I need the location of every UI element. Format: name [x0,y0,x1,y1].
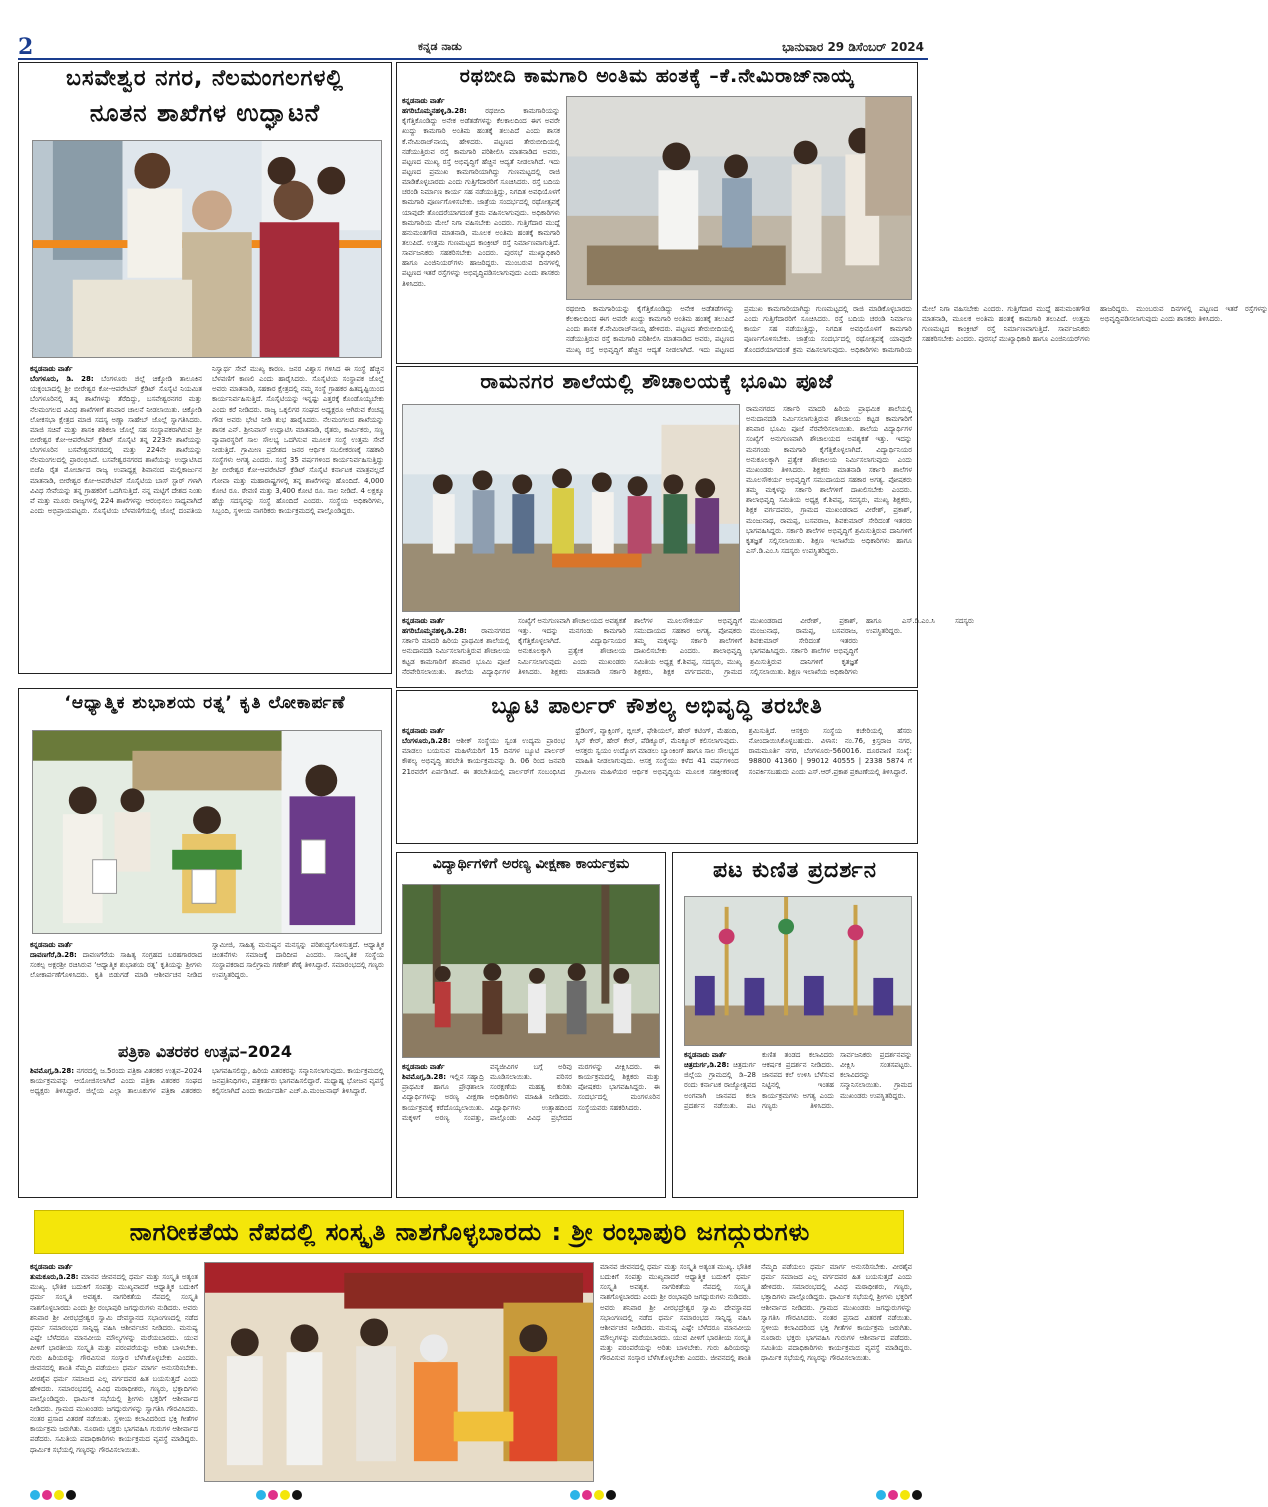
byline-book: ಕನ್ನಡನಾಡು ವಾರ್ತೆ [30,941,73,949]
headline-book: ‘ಆಧ್ಯಾತ್ಮಿಕ ಶುಭಾಶಯ ರತ್ನ’ ಕೃತಿ ಲೋಕಾರ್ಪಣೆ [64,693,346,713]
text-school: ರಾಮನಗರದ ಸರ್ಕಾರಿ ಮಾದರಿ ಹಿರಿಯ ಪ್ರಾಥಮಿಕ ಶಾಲೆಯಲ್ಲಿ ಅನುದಾನದಡಿ ನಿರ್ಮಿಸಲಾಗುತ್ತಿರುವ ಶೌಚಾಲಯ ಕಟ್ಟಡ ಕಾಮಗಾರಿಗೆ ಶನಿವಾರ ಭೂಮಿ ಪೂಜೆ ನೆರವೇರಿಸಲಾಯಿತು. ಶಾಲೆಯ ವಿದ್ಯಾರ್ಥಿಗಳ ಸಂಖ್ಯೆಗೆ ಅನುಗುಣವಾಗಿ ಶೌಚಾಲಯದ ಅವಶ್ಯಕತೆ ಇತ್ತು. ಇದನ್ನು ಮನಗಂಡು ಕಾಮಗಾರಿ ಕೈಗೆತ್ತಿಕೊಳ್ಳಲಾಗಿದೆ. ವಿದ್ಯಾರ್ಥಿನಿಯರ ಅನುಕೂಲಕ್ಕಾಗಿ ಪ್ರತ್ಯೇಕ ಶೌಚಾಲಯ ನಿರ್ಮಿಸಲಾಗುವುದು ಎಂದು ಮುಖಂಡರು ತಿಳಿಸಿದರು. ಶಿಕ್ಷಕರು ಮಾತನಾಡಿ ಸರ್ಕಾರಿ ಶಾಲೆಗಳ ಮೂಲಸೌಕರ್ಯ ಅಭಿವೃದ್ಧಿಗೆ ಸಮುದಾಯದ ಸಹಕಾರ ಅಗತ್ಯ. ಪೋಷಕರು ತಮ್ಮ ಮಕ್ಕಳನ್ನು ಸರ್ಕಾರಿ ಶಾಲೆಗಳಿಗೆ ದಾಖಲಿಸಬೇಕು ಎಂದರು. ಶಾಲಾಭಿವೃದ್ಧಿ ಸಮಿತಿಯ ಅಧ್ಯಕ್ಷ ಕೆ.ಶಿವಪ್ಪ, ಸದಸ್ಯರು, ಮುಖ್ಯ ಶಿಕ್ಷಕರು, ಶಿಕ್ಷಕ ವರ್ಗದವರು, ಗ್ರಾಮದ ಮುಖಂಡರಾದ ವೀರೇಶ್, ಪ್ರಕಾಶ್, ಮಂಜುನಾಥ, ರಾಮಪ್ಪ, ಬಸವರಾಜ, ಶಿವಕುಮಾರ್ ಸೇರಿದಂತೆ ಇತರರು ಭಾಗವಹಿಸಿದ್ದರು. ಸರ್ಕಾರಿ ಶಾಲೆಗಳ ಅಭಿವೃದ್ಧಿಗೆ ಶ್ರಮಿಸುತ್ತಿರುವ ದಾನಿಗಳಿಗೆ ಕೃತಜ್ಞತೆ ಸಲ್ಲಿಸಲಾಯಿತು. ಶಿಕ್ಷಣ ಇಲಾಖೆಯ ಅಧಿಕಾರಿಗಳು ಹಾಗೂ ಎಸ್.ಡಿ.ಎಂ.ಸಿ ಸದಸ್ಯರು ಉಪಸ್ಥಿತರಿದ್ದರು. [402,617,974,676]
text-pata: ಚಿತ್ರದುರ್ಗ ಜಿಲ್ಲೆಯ ಗ್ರಾಮದಲ್ಲಿ ಡಿ–28 ರಂದು ಕರ್ನಾಟಕ ರಾಜ್ಯೋತ್ಸವದ ಅಂಗವಾಗಿ ಜಾನಪದ ಕಲಾ ಪ್ರದರ್ಶನ ನಡೆಯಿತು. ಪಟ ಕುಣಿತ ತಂಡದ ಕಲಾವಿದರು ಆಕರ್ಷಕ ಪ್ರದರ್ಶನ ನೀಡಿದರು. ಜಾನಪದ ಕಲೆ ಉಳಿಸಿ ಬೆಳೆಸುವ ನಿಟ್ಟಿನಲ್ಲಿ ಇಂತಹ ಕಾರ್ಯಕ್ರಮಗಳು ಅಗತ್ಯ ಎಂದು ಗಣ್ಯರು ತಿಳಿಸಿದರು. ಸಾರ್ವಜನಿಕರು ಪ್ರದರ್ಶನವನ್ನು ವೀಕ್ಷಿಸಿ ಸಂತಸಪಟ್ಟರು. ಕಲಾವಿದರನ್ನು ಸನ್ಮಾನಿಸಲಾಯಿತು. ಗ್ರಾಮದ ಮುಖಂಡರು ಉಪಸ್ಥಿತರಿದ್ದರು. [684,1051,912,1110]
dateline-pata: ಚಿತ್ರದುರ್ಗ,ಡಿ.28: [684,1061,730,1070]
body-beauty [402,726,912,838]
headline-forest: ವಿದ್ಯಾರ್ಥಿಗಳಿಗೆ ಅರಣ್ಯ ವೀಕ್ಷಣಾ ಕಾರ್ಯಕ್ರಮ [432,856,630,872]
text-beauty: ಆಶೀಕ್ ಸಂಸ್ಥೆಯು ಸ್ವಂತ ಉದ್ಯಮ ಪ್ರಾರಂಭ ಮಾಡಲು ಬಯಸುವ ಮಹಿಳೆಯರಿಗೆ 15 ದಿನಗಳ ಬ್ಯೂಟಿ ಪಾರ್ಲರ್ ಕೌಶಲ್ಯ ಅಭಿವೃದ್ಧಿ ತರಬೇತಿ ಕಾರ್ಯಕ್ರಮವನ್ನು ಡಿ. 06 ರಿಂದ ಜನವರಿ 21ರವರೆಗೆ ಏರ್ಪಡಿಸಿದೆ. ಈ ತರಬೇತಿಯಲ್ಲಿ ಪಾರ್ಲರ್‌ಗೆ ಸಂಬಂಧಿಸಿದ ಥ್ರೆಡಿಂಗ್, ವ್ಯಾಕ್ಸಿಂಗ್, ಬ್ಲೀಚ್, ಫೇಶಿಯಲ್, ಹೇರ್ ಕಟಿಂಗ್, ಮೆಹಂದಿ, ಸ್ಕಿನ್ ಕೇರ್, ಹೇರ್ ಕೇರ್, ಪೆಡಿಕ್ಯೂರ್, ಮೆನಿಕ್ಯೂರ್ ಕಲಿಸಲಾಗುವುದು. ಆಸಕ್ತರು ಸ್ವಯಂ ಉದ್ಯೋಗ ಮಾಡಲು ಬ್ಯಾಂಕಿಂಗ್ ಹಾಗೂ ಸಾಲ ಸೌಲಭ್ಯದ ಮಾಹಿತಿ ನೀಡಲಾಗುವುದು. ಆಸಕ್ತ ಸಂಸ್ಥೆಯು ಕಳೆದ 41 ವರ್ಷಗಳಿಂದ ಗ್ರಾಮೀಣ ಮಹಿಳೆಯರ ಆರ್ಥಿಕ ಅಭಿವೃದ್ಧಿಯ ಮೂಲಕ ಸಶಕ್ತೀಕರಣಕ್ಕೆ ಶ್ರಮಿಸುತ್ತಿದೆ. ಆಸಕ್ತರು ಸಂಸ್ಥೆಯ ಕಚೇರಿಯಲ್ಲಿ ಹೆಸರು ನೋಂದಾಯಿಸಿಕೊಳ್ಳಬಹುದು. ವಿಳಾಸ: ನಂ.76, ಕ್ರಿಸ್ತರಾಜ ನಗರ, ರಾಮಮೂರ್ತಿ ನಗರ, ಬೆಂಗಳೂರು-560016. ದೂರವಾಣಿ ಸಂಖ್ಯೆ: 98800 41360 | 99012 40555 | 2338 5874 ಗೆ ಸಂಪರ್ಕಿಸಬಹುದು ಎಂದು ಎಸ್.ಆರ್.ಪ್ರಕಾಶ ಪ್ರಕಟಣೆಯಲ್ಲಿ ತಿಳಿಸಿದ್ದಾರೆ. [402,727,912,776]
photo-pata-kunitha [684,896,912,1046]
page-number: 2 [18,34,34,60]
body-rambhapuri-right [600,1262,912,1482]
dateline-beauty: ಬೆಂಗಳೂರು,ಡಿ.28: [402,737,451,746]
headline-road: ರಥಬೀದಿ ಕಾಮಗಾರಿ ಅಂತಿಮ ಹಂತಕ್ಕೆ –ಕೆ.ನೇಮಿರಾಜ್‌ನಾಯ್ಕ [459,65,855,87]
registration-mark-black [292,1490,302,1500]
text-road: ರಥಬೀದಿ ಕಾಮಗಾರಿಯನ್ನು ಕೈಗೆತ್ತಿಕೊಂಡಿದ್ದು ಅನೇಕ ಅಡೆತಡೆಗಳನ್ನು ಕೆಲಕಾಲದಿಂದ ಈಗ ಅವರೇ ಖುದ್ದು ಕಾಮಗಾರಿ ಅಂತಿಮ ಹಂತಕ್ಕೆ ತಲುಪಿದೆ ಎಂದು ಶಾಸಕ ಕೆ.ನೇಮಿರಾಜ್‌ನಾಯ್ಕ ಹೇಳಿದರು. ಪಟ್ಟಣದ ತೇರುಬೀದಿಯಲ್ಲಿ ನಡೆಯುತ್ತಿರುವ ರಸ್ತೆ ಕಾಮಗಾರಿ ಪರಿಶೀಲಿಸಿ ಮಾತನಾಡಿದ ಅವರು, ಪಟ್ಟಣದ ಮುಖ್ಯ ರಸ್ತೆ ಅಭಿವೃದ್ಧಿಗೆ ಹೆಚ್ಚಿನ ಆದ್ಯತೆ ನೀಡಲಾಗಿದೆ. ಇದು ಪಟ್ಟಣದ ಪ್ರಮುಖ ಕಾಮಗಾರಿಯಾಗಿದ್ದು ಗುಣಮಟ್ಟದಲ್ಲಿ ರಾಜಿ ಮಾಡಿಕೊಳ್ಳಬಾರದು ಎಂದು ಗುತ್ತಿಗೆದಾರರಿಗೆ ಸೂಚಿಸಿದರು. ರಸ್ತೆ ಬದಿಯ ಚರಂಡಿ ನಿರ್ಮಾಣ ಕಾರ್ಯ ಸಹ ನಡೆಯುತ್ತಿದ್ದು, ನಿಗದಿತ ಅವಧಿಯೊಳಗೆ ಕಾಮಗಾರಿ ಪೂರ್ಣಗೊಳಿಸಬೇಕು. ಜಾತ್ರೆಯ ಸಂದರ್ಭದಲ್ಲಿ ರಥೋತ್ಸವಕ್ಕೆ ಯಾವುದೇ ತೊಂದರೆಯಾಗದಂತೆ ಕ್ರಮ ವಹಿಸಲಾಗುವುದು. ಅಧಿಕಾರಿಗಳು ಕಾಮಗಾರಿಯ ಮೇಲೆ ನಿಗಾ ವಹಿಸಬೇಕು ಎಂದರು. ಗುತ್ತಿಗೆದಾರ ಮುದ್ದೆ ಹನುಮಂತಗೌಡ ಮಾತನಾಡಿ, ಮೂಲಕ ಅಂತಿಮ ಹಂತಕ್ಕೆ ಕಾಮಗಾರಿ ತಲುಪಿದೆ. ಉತ್ತಮ ಗುಣಮಟ್ಟದ ಕಾಂಕ್ರೀಟ್ ರಸ್ತೆ ನಿರ್ಮಾಣವಾಗುತ್ತಿದೆ. ಸಾರ್ವಜನಿಕರು ಸಹಕರಿಸಬೇಕು ಎಂದರು. ಪುರಸಭೆ ಮುಖ್ಯಾಧಿಕಾರಿ ಹಾಗೂ ಎಂಜಿನಿಯರ್‌ಗಳು ಹಾಜರಿದ್ದರು. ಮುಂಬರುವ ದಿನಗಳಲ್ಲಿ ಪಟ್ಟಣದ ಇತರೆ ರಸ್ತೆಗಳನ್ನು ಅಭಿವೃದ್ಧಿಪಡಿಸಲಾಗುವುದು ಎಂದು ಶಾಸಕರು ತಿಳಿಸಿದರು. [402,107,560,288]
photo-forest-visit [402,884,660,1058]
registration-mark-yellow [900,1490,910,1500]
headline-branches-line1: ಬಸವೇಶ್ವರ ನಗರ, ನೆಲಮಂಗಲಗಳಲ್ಲಿ [66,66,344,91]
dateline-branches: ಬೆಂಗಳೂರು, ಡಿ. 28: [30,375,94,384]
registration-mark-cyan [256,1490,266,1500]
photo-rambhapuri [204,1262,594,1482]
body-branches [30,364,384,666]
dateline-school: ಹಗರಿಬೊಮ್ಮನಹಳ್ಳಿ,ಡಿ.28: [402,627,467,636]
registration-mark-cyan [876,1490,886,1500]
body-school [402,616,974,682]
body-road-continued [566,304,1268,360]
registration-mark-magenta [42,1490,52,1500]
body-distributors [30,1066,384,1192]
registration-mark-cyan [30,1490,40,1500]
registration-mark-magenta [268,1490,278,1500]
headline-rambhapuri: ನಾಗರೀಕತೆಯ ನೆಪದಲ್ಲಿ ಸಂಸ್ಕೃತಿ ನಾಶಗೊಳ್ಳಬಾರದು : ಶ್ರೀ ರಂಭಾಪುರಿ ಜಗದ್ಗುರುಗಳು [129,1218,811,1246]
registration-mark-black [606,1490,616,1500]
text-forest: ಇಲ್ಲಿನ ಸಹ್ಯಾದ್ರಿ ಪ್ರಾಥಮಿಕ ಹಾಗೂ ಪ್ರೌಢಶಾಲಾ ವಿದ್ಯಾರ್ಥಿಗಳನ್ನು ಅರಣ್ಯ ವೀಕ್ಷಣಾ ಕಾರ್ಯಕ್ರಮಕ್ಕೆ ಕರೆದೊಯ್ಯಲಾಯಿತು. ಮಕ್ಕಳಿಗೆ ಅರಣ್ಯ ಸಂಪತ್ತು, ವನ್ಯಜೀವಿಗಳ ಬಗ್ಗೆ ಅರಿವು ಮೂಡಿಸಲಾಯಿತು. ಪರಿಸರ ಸಂರಕ್ಷಣೆಯ ಮಹತ್ವ ಕುರಿತು ಅಧಿಕಾರಿಗಳು ಮಾಹಿತಿ ನೀಡಿದರು. ವಿದ್ಯಾರ್ಥಿಗಳು ಉತ್ಸಾಹದಿಂದ ಪಾಲ್ಗೊಂಡು ವಿವಿಧ ಪ್ರಭೇದದ ಮರಗಳನ್ನು ವೀಕ್ಷಿಸಿದರು. ಈ ಕಾರ್ಯಕ್ರಮದಲ್ಲಿ ಶಿಕ್ಷಕರು ಮತ್ತು ಪೋಷಕರು ಭಾಗವಹಿಸಿದ್ದರು. ಈ ಸಂದರ್ಭದಲ್ಲಿ ಮಂಗಳೂರಿನ ಸಂಸ್ಥೆಯವರು ಸಹಕರಿಸಿದರು. [402,1063,660,1122]
byline-beauty: ಕನ್ನಡನಾಡು ವಾರ್ತೆ [402,727,445,735]
headline-distributors: ಪತ್ರಿಕಾ ವಿತರಕರ ಉತ್ಸವ–2024 [118,1042,292,1061]
photo-bhoomi-pooja [402,404,740,612]
text-branches: ಬೆಂಗಳೂರು ಜಿಲ್ಲೆ ಚಿಕ್ಕೋಡಿ ತಾಲೂಕಿನ ಯಕ್ಸಂಬಾದಲ್ಲಿ ಶ್ರೀ ಬೀರೇಶ್ವರ ಕೋ-ಆಪರೇಟಿವ್ ಕ್ರೆಡಿಟ್ ಸೊಸೈಟಿ ನಿಯಮಿತ ಬೆಂಗಳೂರಿನಲ್ಲಿ ತನ್ನ ಶಾಖೆಗಳನ್ನು ತೆರೆದಿದ್ದು, ಬಸವೇಶ್ವರನಗರ ಮತ್ತು ನೆಲಮಂಗಲದ ವಿವಿಧ ಶಾಖೆಗಳಿಗೆ ಶನಿವಾರ ಚಾಲನೆ ನೀಡಲಾಯಿತು. ಚಿಕ್ಕೋಡಿ ಲೋಕಸಭಾ ಕ್ಷೇತ್ರದ ಮಾಜಿ ಸದಸ್ಯ ಅಣ್ಣಾ ಸಾಹೇಬ್ ಜೊಲ್ಲೆ ಸ್ವಾಗತಿಸಿದರು. ಮಾಜಿ ಸಚಿವೆ ಮತ್ತು ಶಾಸಕಿ ಶಶಿಕಲಾ ಜೊಲ್ಲೆ ಸಹ ಸಂಸ್ಥಾಪಕರಾಗಿರುವ ಶ್ರೀ ಬೀರೇಶ್ವರ ಕೋ-ಆಪರೇಟಿವ್ ಕ್ರೆಡಿಟ್ ಸೊಸೈಟಿ ತನ್ನ 223ನೇ ಶಾಖೆಯನ್ನು ಬೆಂಗಳೂರಿನ ಬಸವೇಶ್ವರನಗರದಲ್ಲಿ ಮತ್ತು 224ನೇ ಶಾಖೆಯನ್ನು ನೆಲಮಂಗಲದಲ್ಲಿ ಪ್ರಾರಂಭಿಸಿದೆ. ಬಸವೇಶ್ವರನಗರದ ಶಾಖೆಯನ್ನು ಉದ್ಘಾಟಿಸಿದ ಬಿಜೆಪಿ ರೈತ ಮೋರ್ಚಾದ ರಾಜ್ಯ ಉಪಾಧ್ಯಕ್ಷ ಶಿವಾನಂದ ಮಲ್ಲಿಕಾರ್ಜುನ ಮಾತನಾಡಿ, ಬೀರೇಶ್ವರ ಕೋ-ಆಪರೇಟಿವ್ ಸೊಸೈಟಿಯ ಬಾಸ್‌ ಸ್ಟಾರ್ ಗಳಾಗಿ ವಿವಿಧ ಸೇವೆಯನ್ನು ತನ್ನ ಗ್ರಾಹಕರಿಗೆ ಒದಗಿಸುತ್ತಿದೆ. ನನ್ನ ಮಟ್ಟಿಗೆ ದೇಶದ ನಿಂತು ವೆ ಮತ್ತು ಮೂರು ರಾಜ್ಯಗಳಲ್ಲಿ 224 ಶಾಖೆಗಳನ್ನು ಆರಂಭಿಸಲು ಸಾಧ್ಯವಾಗಿದೆ ಎಂದು ಅಭಿಪ್ರಾಯಪಟ್ಟರು. ಸೊಸೈಟಿಯ ಬೆಳವಣಿಗೆಯಲ್ಲಿ ಜೊಲ್ಲೆ ದಂಪತಿಯ ನಿಸ್ವಾರ್ಥ ಸೇವೆ ಮುಖ್ಯ ಕಾರಣ. ಜನರ ವಿಶ್ವಾಸ ಗಳಿಸಿದ ಈ ಸಂಸ್ಥೆ ಹೆಚ್ಚಿನ ಬೆಳವಣಿಗೆ ಕಾಣಲಿ ಎಂದು ಹಾರೈಸಿದರು. ಸೊಸೈಟಿಯ ಸಂಸ್ಥಾಪಕ ಜೊಲ್ಲೆ ಅವರು ಮಾತನಾಡಿ, ಸಹಕಾರ ಕ್ಷೇತ್ರದಲ್ಲಿ ನಮ್ಮ ಸಂಸ್ಥೆ ಗ್ರಾಹಕರ ಹಿತದೃಷ್ಟಿಯಿಂದ ಕಾರ್ಯನಿರ್ವಹಿಸುತ್ತಿದೆ. ಸೊಸೈಟಿಯನ್ನು ಇನ್ನಷ್ಟು ಎತ್ತರಕ್ಕೆ ಕೊಂಡೊಯ್ಯಬೇಕು ಎಂದು ಕರೆ ನೀಡಿದರು. ರಾಜ್ಯ ಒಕ್ಕಲಿಗರ ಸಂಘದ ಅಧ್ಯಕ್ಷರೂ ಆಗಿರುವ ಕೆಂಚಪ್ಪ ಗೌಡ ಅವರು ಭೇಟಿ ನೀಡಿ ಶುಭ ಹಾರೈಸಿದರು. ನೆಲಮಂಗಲದ ಶಾಖೆಯನ್ನು ಶಾಸಕ ಎನ್. ಶ್ರೀನಿವಾಸ್ ಉದ್ಘಾಟಿಸಿ ಮಾತನಾಡಿ, ರೈತರು, ಕಾರ್ಮಿಕರು, ಸಣ್ಣ ವ್ಯಾಪಾರಸ್ಥರಿಗೆ ಸಾಲ ಸೌಲಭ್ಯ ಒದಗಿಸುವ ಮೂಲಕ ಸಂಸ್ಥೆ ಉತ್ತಮ ಸೇವೆ ನೀಡುತ್ತಿದೆ. ಗ್ರಾಮೀಣ ಪ್ರದೇಶದ ಜನರ ಆರ್ಥಿಕ ಸಬಲೀಕರಣಕ್ಕೆ ಸಹಕಾರಿ ಸಂಸ್ಥೆಗಳು ಅಗತ್ಯ ಎಂದರು. ಸಂಸ್ಥೆ 35 ವರ್ಷಗಳಿಂದ ಕಾರ್ಯನಿರ್ವಹಿಸುತ್ತಿದ್ದು ಶ್ರೀ ಬೀರೇಶ್ವರ ಕೋ-ಆಪರೇಟಿವ್ ಕ್ರೆಡಿಟ್ ಸೊಸೈಟಿ ಕರ್ನಾಟಕ ಮಾತ್ರವಲ್ಲದೆ ಗೋವಾ ಮತ್ತು ಮಹಾರಾಷ್ಟ್ರಗಳಲ್ಲಿ ತನ್ನ ಶಾಖೆಗಳನ್ನು ಹೊಂದಿದೆ. 4,000 ಕೋಟಿ ರೂ. ಠೇವಣಿ ಮತ್ತು 3,400 ಕೋಟಿ ರೂ. ಸಾಲ ನೀಡಿದೆ. 4 ಲಕ್ಷಕ್ಕೂ ಹೆಚ್ಚು ಸದಸ್ಯರನ್ನು ಸಂಸ್ಥೆ ಹೊಂದಿದೆ ಎಂದರು. ಸಂಸ್ಥೆಯ ಅಧಿಕಾರಿಗಳು, ಸಿಬ್ಬಂದಿ, ಸ್ಥಳೀಯ ನಾಗರಿಕರು ಕಾರ್ಯಕ್ರಮದಲ್ಲಿ ಪಾಲ್ಗೊಂಡಿದ್ದರು. [30,365,384,515]
registration-mark-black [912,1490,922,1500]
body-road [402,96,560,358]
photo-ribbon-cutting [32,140,382,358]
byline-school: ಕನ್ನಡನಾಡು ವಾರ್ತೆ [402,617,445,625]
headline-pata: ಪಟ ಕುಣಿತ ಪ್ರದರ್ಶನ [713,858,877,883]
headline-school: ರಾಮನಗರ ಶಾಲೆಯಲ್ಲಿ ಶೌಚಾಲಯಕ್ಕೆ ಭೂಮಿ ಪೂಜೆ [480,369,834,393]
text-road-continued: ರಥಬೀದಿ ಕಾಮಗಾರಿಯನ್ನು ಕೈಗೆತ್ತಿಕೊಂಡಿದ್ದು ಅನೇಕ ಅಡೆತಡೆಗಳನ್ನು ಕೆಲಕಾಲದಿಂದ ಈಗ ಅವರೇ ಖುದ್ದು ಕಾಮಗಾರಿ ಅಂತಿಮ ಹಂತಕ್ಕೆ ತಲುಪಿದೆ ಎಂದು ಶಾಸಕ ಕೆ.ನೇಮಿರಾಜ್‌ನಾಯ್ಕ ಹೇಳಿದರು. ಪಟ್ಟಣದ ತೇರುಬೀದಿಯಲ್ಲಿ ನಡೆಯುತ್ತಿರುವ ರಸ್ತೆ ಕಾಮಗಾರಿ ಪರಿಶೀಲಿಸಿ ಮಾತನಾಡಿದ ಅವರು, ಪಟ್ಟಣದ ಮುಖ್ಯ ರಸ್ತೆ ಅಭಿವೃದ್ಧಿಗೆ ಹೆಚ್ಚಿನ ಆದ್ಯತೆ ನೀಡಲಾಗಿದೆ. ಇದು ಪಟ್ಟಣದ ಪ್ರಮುಖ ಕಾಮಗಾರಿಯಾಗಿದ್ದು ಗುಣಮಟ್ಟದಲ್ಲಿ ರಾಜಿ ಮಾಡಿಕೊಳ್ಳಬಾರದು ಎಂದು ಗುತ್ತಿಗೆದಾರರಿಗೆ ಸೂಚಿಸಿದರು. ರಸ್ತೆ ಬದಿಯ ಚರಂಡಿ ನಿರ್ಮಾಣ ಕಾರ್ಯ ಸಹ ನಡೆಯುತ್ತಿದ್ದು, ನಿಗದಿತ ಅವಧಿಯೊಳಗೆ ಕಾಮಗಾರಿ ಪೂರ್ಣಗೊಳಿಸಬೇಕು. ಜಾತ್ರೆಯ ಸಂದರ್ಭದಲ್ಲಿ ರಥೋತ್ಸವಕ್ಕೆ ಯಾವುದೇ ತೊಂದರೆಯಾಗದಂತೆ ಕ್ರಮ ವಹಿಸಲಾಗುವುದು. ಅಧಿಕಾರಿಗಳು ಕಾಮಗಾರಿಯ ಮೇಲೆ ನಿಗಾ ವಹಿಸಬೇಕು ಎಂದರು. ಗುತ್ತಿಗೆದಾರ ಮುದ್ದೆ ಹನುಮಂತಗೌಡ ಮಾತನಾಡಿ, ಮೂಲಕ ಅಂತಿಮ ಹಂತಕ್ಕೆ ಕಾಮಗಾರಿ ತಲುಪಿದೆ. ಉತ್ತಮ ಗುಣಮಟ್ಟದ ಕಾಂಕ್ರೀಟ್ ರಸ್ತೆ ನಿರ್ಮಾಣವಾಗುತ್ತಿದೆ. ಸಾರ್ವಜನಿಕರು ಸಹಕರಿಸಬೇಕು ಎಂದರು. ಪುರಸಭೆ ಮುಖ್ಯಾಧಿಕಾರಿ ಹಾಗೂ ಎಂಜಿನಿಯರ್‌ಗಳು ಹಾಜರಿದ್ದರು. ಮುಂಬರುವ ದಿನಗಳಲ್ಲಿ ಪಟ್ಟಣದ ಇತರೆ ರಸ್ತೆಗಳನ್ನು ಅಭಿವೃದ್ಧಿಪಡಿಸಲಾಗುವುದು ಎಂದು ಶಾಸಕರು ತಿಳಿಸಿದರು. [566,305,1268,354]
dateline-road: ಹಗರಿಬೊಮ್ಮನಹಳ್ಳಿ,ಡಿ.28: [402,107,467,116]
text-school-side: ರಾಮನಗರದ ಸರ್ಕಾರಿ ಮಾದರಿ ಹಿರಿಯ ಪ್ರಾಥಮಿಕ ಶಾಲೆಯಲ್ಲಿ ಅನುದಾನದಡಿ ನಿರ್ಮಿಸಲಾಗುತ್ತಿರುವ ಶೌಚಾಲಯ ಕಟ್ಟಡ ಕಾಮಗಾರಿಗೆ ಶನಿವಾರ ಭೂಮಿ ಪೂಜೆ ನೆರವೇರಿಸಲಾಯಿತು. ಶಾಲೆಯ ವಿದ್ಯಾರ್ಥಿಗಳ ಸಂಖ್ಯೆಗೆ ಅನುಗುಣವಾಗಿ ಶೌಚಾಲಯದ ಅವಶ್ಯಕತೆ ಇತ್ತು. ಇದನ್ನು ಮನಗಂಡು ಕಾಮಗಾರಿ ಕೈಗೆತ್ತಿಕೊಳ್ಳಲಾಗಿದೆ. ವಿದ್ಯಾರ್ಥಿನಿಯರ ಅನುಕೂಲಕ್ಕಾಗಿ ಪ್ರತ್ಯೇಕ ಶೌಚಾಲಯ ನಿರ್ಮಿಸಲಾಗುವುದು ಎಂದು ಮುಖಂಡರು ತಿಳಿಸಿದರು. ಶಿಕ್ಷಕರು ಮಾತನಾಡಿ ಸರ್ಕಾರಿ ಶಾಲೆಗಳ ಮೂಲಸೌಕರ್ಯ ಅಭಿವೃದ್ಧಿಗೆ ಸಮುದಾಯದ ಸಹಕಾರ ಅಗತ್ಯ. ಪೋಷಕರು ತಮ್ಮ ಮಕ್ಕಳನ್ನು ಸರ್ಕಾರಿ ಶಾಲೆಗಳಿಗೆ ದಾಖಲಿಸಬೇಕು ಎಂದರು. ಶಾಲಾಭಿವೃದ್ಧಿ ಸಮಿತಿಯ ಅಧ್ಯಕ್ಷ ಕೆ.ಶಿವಪ್ಪ, ಸದಸ್ಯರು, ಮುಖ್ಯ ಶಿಕ್ಷಕರು, ಶಿಕ್ಷಕ ವರ್ಗದವರು, ಗ್ರಾಮದ ಮುಖಂಡರಾದ ವೀರೇಶ್, ಪ್ರಕಾಶ್, ಮಂಜುನಾಥ, ರಾಮಪ್ಪ, ಬಸವರಾಜ, ಶಿವಕುಮಾರ್ ಸೇರಿದಂತೆ ಇತರರು ಭಾಗವಹಿಸಿದ್ದರು. ಸರ್ಕಾರಿ ಶಾಲೆಗಳ ಅಭಿವೃದ್ಧಿಗೆ ಶ್ರಮಿಸುತ್ತಿರುವ ದಾನಿಗಳಿಗೆ ಕೃತಜ್ಞತೆ ಸಲ್ಲಿಸಲಾಯಿತು. ಶಿಕ್ಷಣ ಇಲಾಖೆಯ ಅಧಿಕಾರಿಗಳು ಹಾಗೂ ಎಸ್.ಡಿ.ಎಂ.ಸಿ ಸದಸ್ಯರು ಉಪಸ್ಥಿತರಿದ್ದರು. [746,405,912,555]
registration-mark-cyan [570,1490,580,1500]
byline-forest: ಕನ್ನಡನಾಡು ವಾರ್ತೆ [402,1063,445,1071]
byline-pata: ಕನ್ನಡನಾಡು ವಾರ್ತೆ [684,1051,727,1059]
dateline-book: ದಾವಣಗೆರೆ,ಡಿ.28: [30,951,77,960]
headline-beauty: ಬ್ಯೂಟಿ ಪಾರ್ಲರ್ ಕೌಶಲ್ಯ ಅಭಿವೃದ್ಧಿ ತರಬೇತಿ [491,694,823,719]
headline-branches-line2: ನೂತನ ಶಾಖೆಗಳ ಉದ್ಘಾಟನೆ [89,99,321,127]
byline-road: ಕನ್ನಡನಾಡು ವಾರ್ತೆ [402,97,445,105]
byline-branches: ಕನ್ನಡನಾಡು ವಾರ್ತೆ [30,365,73,373]
body-rambhapuri-left [30,1262,198,1482]
registration-mark-magenta [888,1490,898,1500]
photo-road-inspection [566,96,912,300]
text-book: ದಾವಣಗೆರೆಯ ಸಾಹಿತ್ಯ ಸಂಗ್ರಹದ ಬರಹಗಾರರಾದ ಸಂಕಲ್ಪ ಅಕ್ಷರಶ್ರೀ ರಚಿಸಿರುವ ‘ಆಧ್ಯಾತ್ಮಿಕ ಶುಭಾಶಯ ರತ್ನ’ ಕೃತಿಯನ್ನು ಶ್ರೀಗಳು ಲೋಕಾರ್ಪಣೆಗೊಳಿಸಿದರು. ಕೃತಿ ಬಿಡುಗಡೆ ಮಾಡಿ ಆಶೀರ್ವಚನ ನೀಡಿದ ಸ್ವಾಮೀಜಿ, ಸಾಹಿತ್ಯ ಮನುಷ್ಯನ ಮನಸ್ಸನ್ನು ಪರಿಶುದ್ಧಗೊಳಿಸುತ್ತದೆ. ಆಧ್ಯಾತ್ಮಿಕ ಚಿಂತನೆಗಳು ಸಮಾಜಕ್ಕೆ ದಾರಿದೀಪ ಎಂದರು. ಸಾಂಸ್ಕೃತಿಕ ಸಂಸ್ಥೆಯ ಸಂಸ್ಥಾಪಕರಾದ ಸಾಲಿಗ್ರಾಮ ಗಣೇಶ್ ಶೆಣೈ ತಿಳಿಸಿದ್ದಾರೆ. ಸಮಾರಂಭದಲ್ಲಿ ಗಣ್ಯರು ಉಪಸ್ಥಿತರಿದ್ದರು. [30,941,384,980]
text-rambhapuri-right: ಮಾನವ ಜೀವನದಲ್ಲಿ ಧರ್ಮ ಮತ್ತು ಸಂಸ್ಕೃತಿ ಅತ್ಯಂತ ಮುಖ್ಯ. ಭೌತಿಕ ಬದುಕಿಗೆ ಸಂಪತ್ತು ಮುಖ್ಯವಾದರೆ ಆಧ್ಯಾತ್ಮಿಕ ಬದುಕಿಗೆ ಧರ್ಮ ಸಂಸ್ಕೃತಿ ಅವಶ್ಯಕ. ನಾಗರಿಕತೆಯ ನೆಪದಲ್ಲಿ ಸಂಸ್ಕೃತಿ ನಾಶಗೊಳ್ಳಬಾರದು ಎಂದು ಶ್ರೀ ರಂಭಾಪುರಿ ಜಗದ್ಗುರುಗಳು ನುಡಿದರು. ಅವರು ಶನಿವಾರ ಶ್ರೀ ವೀರಭದ್ರೇಶ್ವರ ಸ್ವಾಮಿ ದೇವಸ್ಥಾನದ ಸಭಾಂಗಣದಲ್ಲಿ ನಡೆದ ಧರ್ಮ ಸಮಾರಂಭದ ಸಾನ್ನಿಧ್ಯ ವಹಿಸಿ ಆಶೀರ್ವಚನ ನೀಡಿದರು. ಮನುಷ್ಯ ಎಷ್ಟೇ ಬೆಳೆದರೂ ಮಾನವೀಯ ಮೌಲ್ಯಗಳನ್ನು ಮರೆಯಬಾರದು. ಯುವ ಪೀಳಿಗೆ ಭಾರತೀಯ ಸಂಸ್ಕೃತಿ ಮತ್ತು ಪರಂಪರೆಯನ್ನು ಅರಿತು ಬಾಳಬೇಕು. ಗುರು ಹಿರಿಯರನ್ನು ಗೌರವಿಸುವ ಸಂಸ್ಕಾರ ಬೆಳೆಸಿಕೊಳ್ಳಬೇಕು ಎಂದರು. ಜೀವನದಲ್ಲಿ ಶಾಂತಿ ನೆಮ್ಮದಿ ಪಡೆಯಲು ಧರ್ಮ ಮಾರ್ಗ ಅನುಸರಿಸಬೇಕು. ವೀರಶೈವ ಧರ್ಮ ಸಮಾಜದ ಎಲ್ಲ ವರ್ಗದವರ ಹಿತ ಬಯಸುತ್ತದೆ ಎಂದು ಹೇಳಿದರು. ಸಮಾರಂಭದಲ್ಲಿ ವಿವಿಧ ಮಠಾಧೀಶರು, ಗಣ್ಯರು, ಭಕ್ತಾದಿಗಳು ಪಾಲ್ಗೊಂಡಿದ್ದರು. ಧಾರ್ಮಿಕ ಸಭೆಯಲ್ಲಿ ಶ್ರೀಗಳು ಭಕ್ತರಿಗೆ ಆಶೀರ್ವಾದ ನೀಡಿದರು. ಗ್ರಾಮದ ಮುಖಂಡರು ಜಗದ್ಗುರುಗಳನ್ನು ಸ್ವಾಗತಿಸಿ ಗೌರವಿಸಿದರು. ನಂತರ ಪ್ರಸಾದ ವಿತರಣೆ ನಡೆಯಿತು. ಸ್ಥಳೀಯ ಕಲಾವಿದರಿಂದ ಭಕ್ತಿ ಗೀತೆಗಳ ಕಾರ್ಯಕ್ರಮ ಜರುಗಿತು. ನೂರಾರು ಭಕ್ತರು ಭಾಗವಹಿಸಿ ಗುರುಗಳ ಆಶೀರ್ವಾದ ಪಡೆದರು. ಸಮಿತಿಯ ಪದಾಧಿಕಾರಿಗಳು ಕಾರ್ಯಕ್ರಮದ ವ್ಯವಸ್ಥೆ ಮಾಡಿದ್ದರು. ಧಾರ್ಮಿಕ ಸಭೆಯಲ್ಲಿ ಗಣ್ಯರನ್ನು ಗೌರವಿಸಲಾಯಿತು. [600,1263,912,1363]
brand-name: ಕನ್ನಡ ನಾಡು [418,40,462,53]
registration-mark-yellow [280,1490,290,1500]
registration-mark-yellow [54,1490,64,1500]
registration-mark-black [66,1490,76,1500]
rambhapuri-banner [34,1210,904,1254]
issue-date: ಭಾನುವಾರ 29 ಡಿಸೆಂಬರ್ 2024 [782,40,924,54]
body-pata [684,1050,912,1192]
byline-rambhapuri: ಕನ್ನಡನಾಡು ವಾರ್ತೆ [30,1263,73,1271]
dateline-forest: ಶಿವಮೊಗ್ಗ,ಡಿ.28: [402,1073,447,1082]
registration-mark-yellow [594,1490,604,1500]
masthead [18,34,928,60]
text-distributors: ನಗರದಲ್ಲಿ ಜ.5ರಂದು ಪತ್ರಿಕಾ ವಿತರಕರ ಉತ್ಸವ–2024 ಕಾರ್ಯಕ್ರಮವನ್ನು ಆಯೋಜಿಸಲಾಗಿದೆ ಎಂದು ಪತ್ರಿಕಾ ವಿತರಕರ ಸಂಘದ ಅಧ್ಯಕ್ಷರು ತಿಳಿಸಿದ್ದಾರೆ. ಜಿಲ್ಲೆಯ ಎಲ್ಲಾ ತಾಲೂಕುಗಳ ಪತ್ರಿಕಾ ವಿತರಕರು ಭಾಗವಹಿಸಲಿದ್ದು, ಹಿರಿಯ ವಿತರಕರನ್ನು ಸನ್ಮಾನಿಸಲಾಗುವುದು. ಕಾರ್ಯಕ್ರಮದಲ್ಲಿ ಜನಪ್ರತಿನಿಧಿಗಳು, ಪತ್ರಕರ್ತರು ಭಾಗವಹಿಸಲಿದ್ದಾರೆ. ಮಧ್ಯಾಹ್ನ ಭೋಜನ ವ್ಯವಸ್ಥೆ ಕಲ್ಪಿಸಲಾಗಿದೆ ಎಂದು ಕಾರ್ಯದರ್ಶಿ ಎಚ್.ಪಿ.ಮಂಜುನಾಥ್ ತಿಳಿಸಿದ್ದಾರೆ. [30,1067,384,1096]
body-forest [402,1062,660,1192]
body-book [30,940,384,1040]
dateline-rambhapuri: ತುಮಕೂರು,ಡಿ.28: [30,1273,79,1282]
text-rambhapuri-left: ಮಾನವ ಜೀವನದಲ್ಲಿ ಧರ್ಮ ಮತ್ತು ಸಂಸ್ಕೃತಿ ಅತ್ಯಂತ ಮುಖ್ಯ. ಭೌತಿಕ ಬದುಕಿಗೆ ಸಂಪತ್ತು ಮುಖ್ಯವಾದರೆ ಆಧ್ಯಾತ್ಮಿಕ ಬದುಕಿಗೆ ಧರ್ಮ ಸಂಸ್ಕೃತಿ ಅವಶ್ಯಕ. ನಾಗರಿಕತೆಯ ನೆಪದಲ್ಲಿ ಸಂಸ್ಕೃತಿ ನಾಶಗೊಳ್ಳಬಾರದು ಎಂದು ಶ್ರೀ ರಂಭಾಪುರಿ ಜಗದ್ಗುರುಗಳು ನುಡಿದರು. ಅವರು ಶನಿವಾರ ಶ್ರೀ ವೀರಭದ್ರೇಶ್ವರ ಸ್ವಾಮಿ ದೇವಸ್ಥಾನದ ಸಭಾಂಗಣದಲ್ಲಿ ನಡೆದ ಧರ್ಮ ಸಮಾರಂಭದ ಸಾನ್ನಿಧ್ಯ ವಹಿಸಿ ಆಶೀರ್ವಚನ ನೀಡಿದರು. ಮನುಷ್ಯ ಎಷ್ಟೇ ಬೆಳೆದರೂ ಮಾನವೀಯ ಮೌಲ್ಯಗಳನ್ನು ಮರೆಯಬಾರದು. ಯುವ ಪೀಳಿಗೆ ಭಾರತೀಯ ಸಂಸ್ಕೃತಿ ಮತ್ತು ಪರಂಪರೆಯನ್ನು ಅರಿತು ಬಾಳಬೇಕು. ಗುರು ಹಿರಿಯರನ್ನು ಗೌರವಿಸುವ ಸಂಸ್ಕಾರ ಬೆಳೆಸಿಕೊಳ್ಳಬೇಕು ಎಂದರು. ಜೀವನದಲ್ಲಿ ಶಾಂತಿ ನೆಮ್ಮದಿ ಪಡೆಯಲು ಧರ್ಮ ಮಾರ್ಗ ಅನುಸರಿಸಬೇಕು. ವೀರಶೈವ ಧರ್ಮ ಸಮಾಜದ ಎಲ್ಲ ವರ್ಗದವರ ಹಿತ ಬಯಸುತ್ತದೆ ಎಂದು ಹೇಳಿದರು. ಸಮಾರಂಭದಲ್ಲಿ ವಿವಿಧ ಮಠಾಧೀಶರು, ಗಣ್ಯರು, ಭಕ್ತಾದಿಗಳು ಪಾಲ್ಗೊಂಡಿದ್ದರು. ಧಾರ್ಮಿಕ ಸಭೆಯಲ್ಲಿ ಶ್ರೀಗಳು ಭಕ್ತರಿಗೆ ಆಶೀರ್ವಾದ ನೀಡಿದರು. ಗ್ರಾಮದ ಮುಖಂಡರು ಜಗದ್ಗುರುಗಳನ್ನು ಸ್ವಾಗತಿಸಿ ಗೌರವಿಸಿದರು. ನಂತರ ಪ್ರಸಾದ ವಿತರಣೆ ನಡೆಯಿತು. ಸ್ಥಳೀಯ ಕಲಾವಿದರಿಂದ ಭಕ್ತಿ ಗೀತೆಗಳ ಕಾರ್ಯಕ್ರಮ ಜರುಗಿತು. ನೂರಾರು ಭಕ್ತರು ಭಾಗವಹಿಸಿ ಗುರುಗಳ ಆಶೀರ್ವಾದ ಪಡೆದರು. ಸಮಿತಿಯ ಪದಾಧಿಕಾರಿಗಳು ಕಾರ್ಯಕ್ರಮದ ವ್ಯವಸ್ಥೆ ಮಾಡಿದ್ದರು. ಧಾರ್ಮಿಕ ಸಭೆಯಲ್ಲಿ ಗಣ್ಯರನ್ನು ಗೌರವಿಸಲಾಯಿತು. [30,1273,198,1454]
photo-book-release [32,730,382,934]
dateline-distributors: ಶಿವಮೊಗ್ಗ,ಡಿ.28: [30,1067,75,1075]
registration-mark-magenta [582,1490,592,1500]
